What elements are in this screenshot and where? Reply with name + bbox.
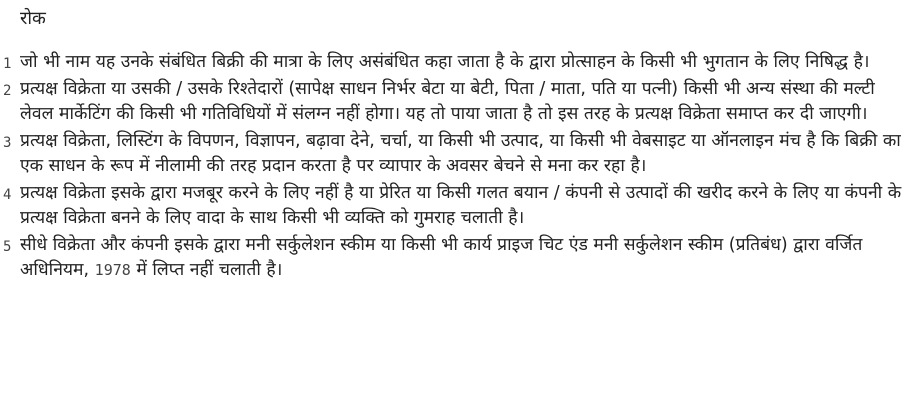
item-number: 4 (3, 186, 12, 203)
section-heading: रोक (20, 8, 46, 29)
list-item-5 (0, 233, 905, 284)
item-number: 1 (3, 56, 12, 72)
item-text: प्रत्यक्ष विक्रेता या उसकी / उसके रिश्तेदारों (सापेक्ष साधन निर्भर बेटा या बेटी, पिता / माता, पति या पत्नी) किसी भी अन्य संस्था की मल्टी लेवल मार्केटिंग की किसी भी गतिविधियों में संलग्न नहीं होगा। यह तो पाया जाता है तो इस तरह के प्रत्यक्ष विक्रेता समाप्त कर दी जाएगी। (20, 78, 875, 124)
list-item-4 (0, 181, 905, 232)
item-text: प्रत्यक्ष विक्रेता इसके द्वारा मजबूर करने के लिए नहीं है या प्रेरित या किसी गलत बयान / कंपनी से उत्पादों की खरीद करने के लिए या कंपनी के प्रत्यक्ष विक्रेता बनने के लिए वादा के साथ किसी भी व्यक्ति को गुमराह चलाती है। (20, 182, 902, 228)
prohibitions-list (0, 50, 905, 285)
item-number: 2 (3, 82, 12, 99)
list-item-2 (0, 77, 905, 128)
item-text-before-year: सीधे विक्रेता और कंपनी इसके द्वारा मनी सर्कुलेशन स्कीम या किसी भी कार्य प्राइज चिट एंड मनी सर्कुलेशन स्कीम (प्रतिबंध) द्वारा वर्जित अधिनियम, (20, 234, 863, 280)
item-text-after-year: में लिप्त नहीं चलाती है। (136, 260, 283, 280)
list-item-3 (0, 129, 905, 180)
item-number: 5 (3, 238, 12, 255)
item-number: 3 (3, 134, 12, 151)
item-text: जो भी नाम यह उनके संबंधित बिक्री की मात्रा के लिए असंबंधित कहा जाता है के द्वारा प्रोत्साहन के किसी भी भुगतान के लिए निषिद्ध है। (20, 52, 870, 72)
act-year: 1978 (94, 261, 131, 279)
item-text: प्रत्यक्ष विक्रेता, लिस्टिंग के विपणन, विज्ञापन, बढ़ावा देने, चर्चा, या किसी भी उत्पाद, या किसी भी वेबसाइट या ऑनलाइन मंच है कि बिक्री का एक साधन के रूप में नीलामी की तरह प्रदान करता है पर व्यापार के अवसर बेचने से मना कर रहा है। (20, 130, 901, 176)
list-item-1 (0, 50, 905, 76)
